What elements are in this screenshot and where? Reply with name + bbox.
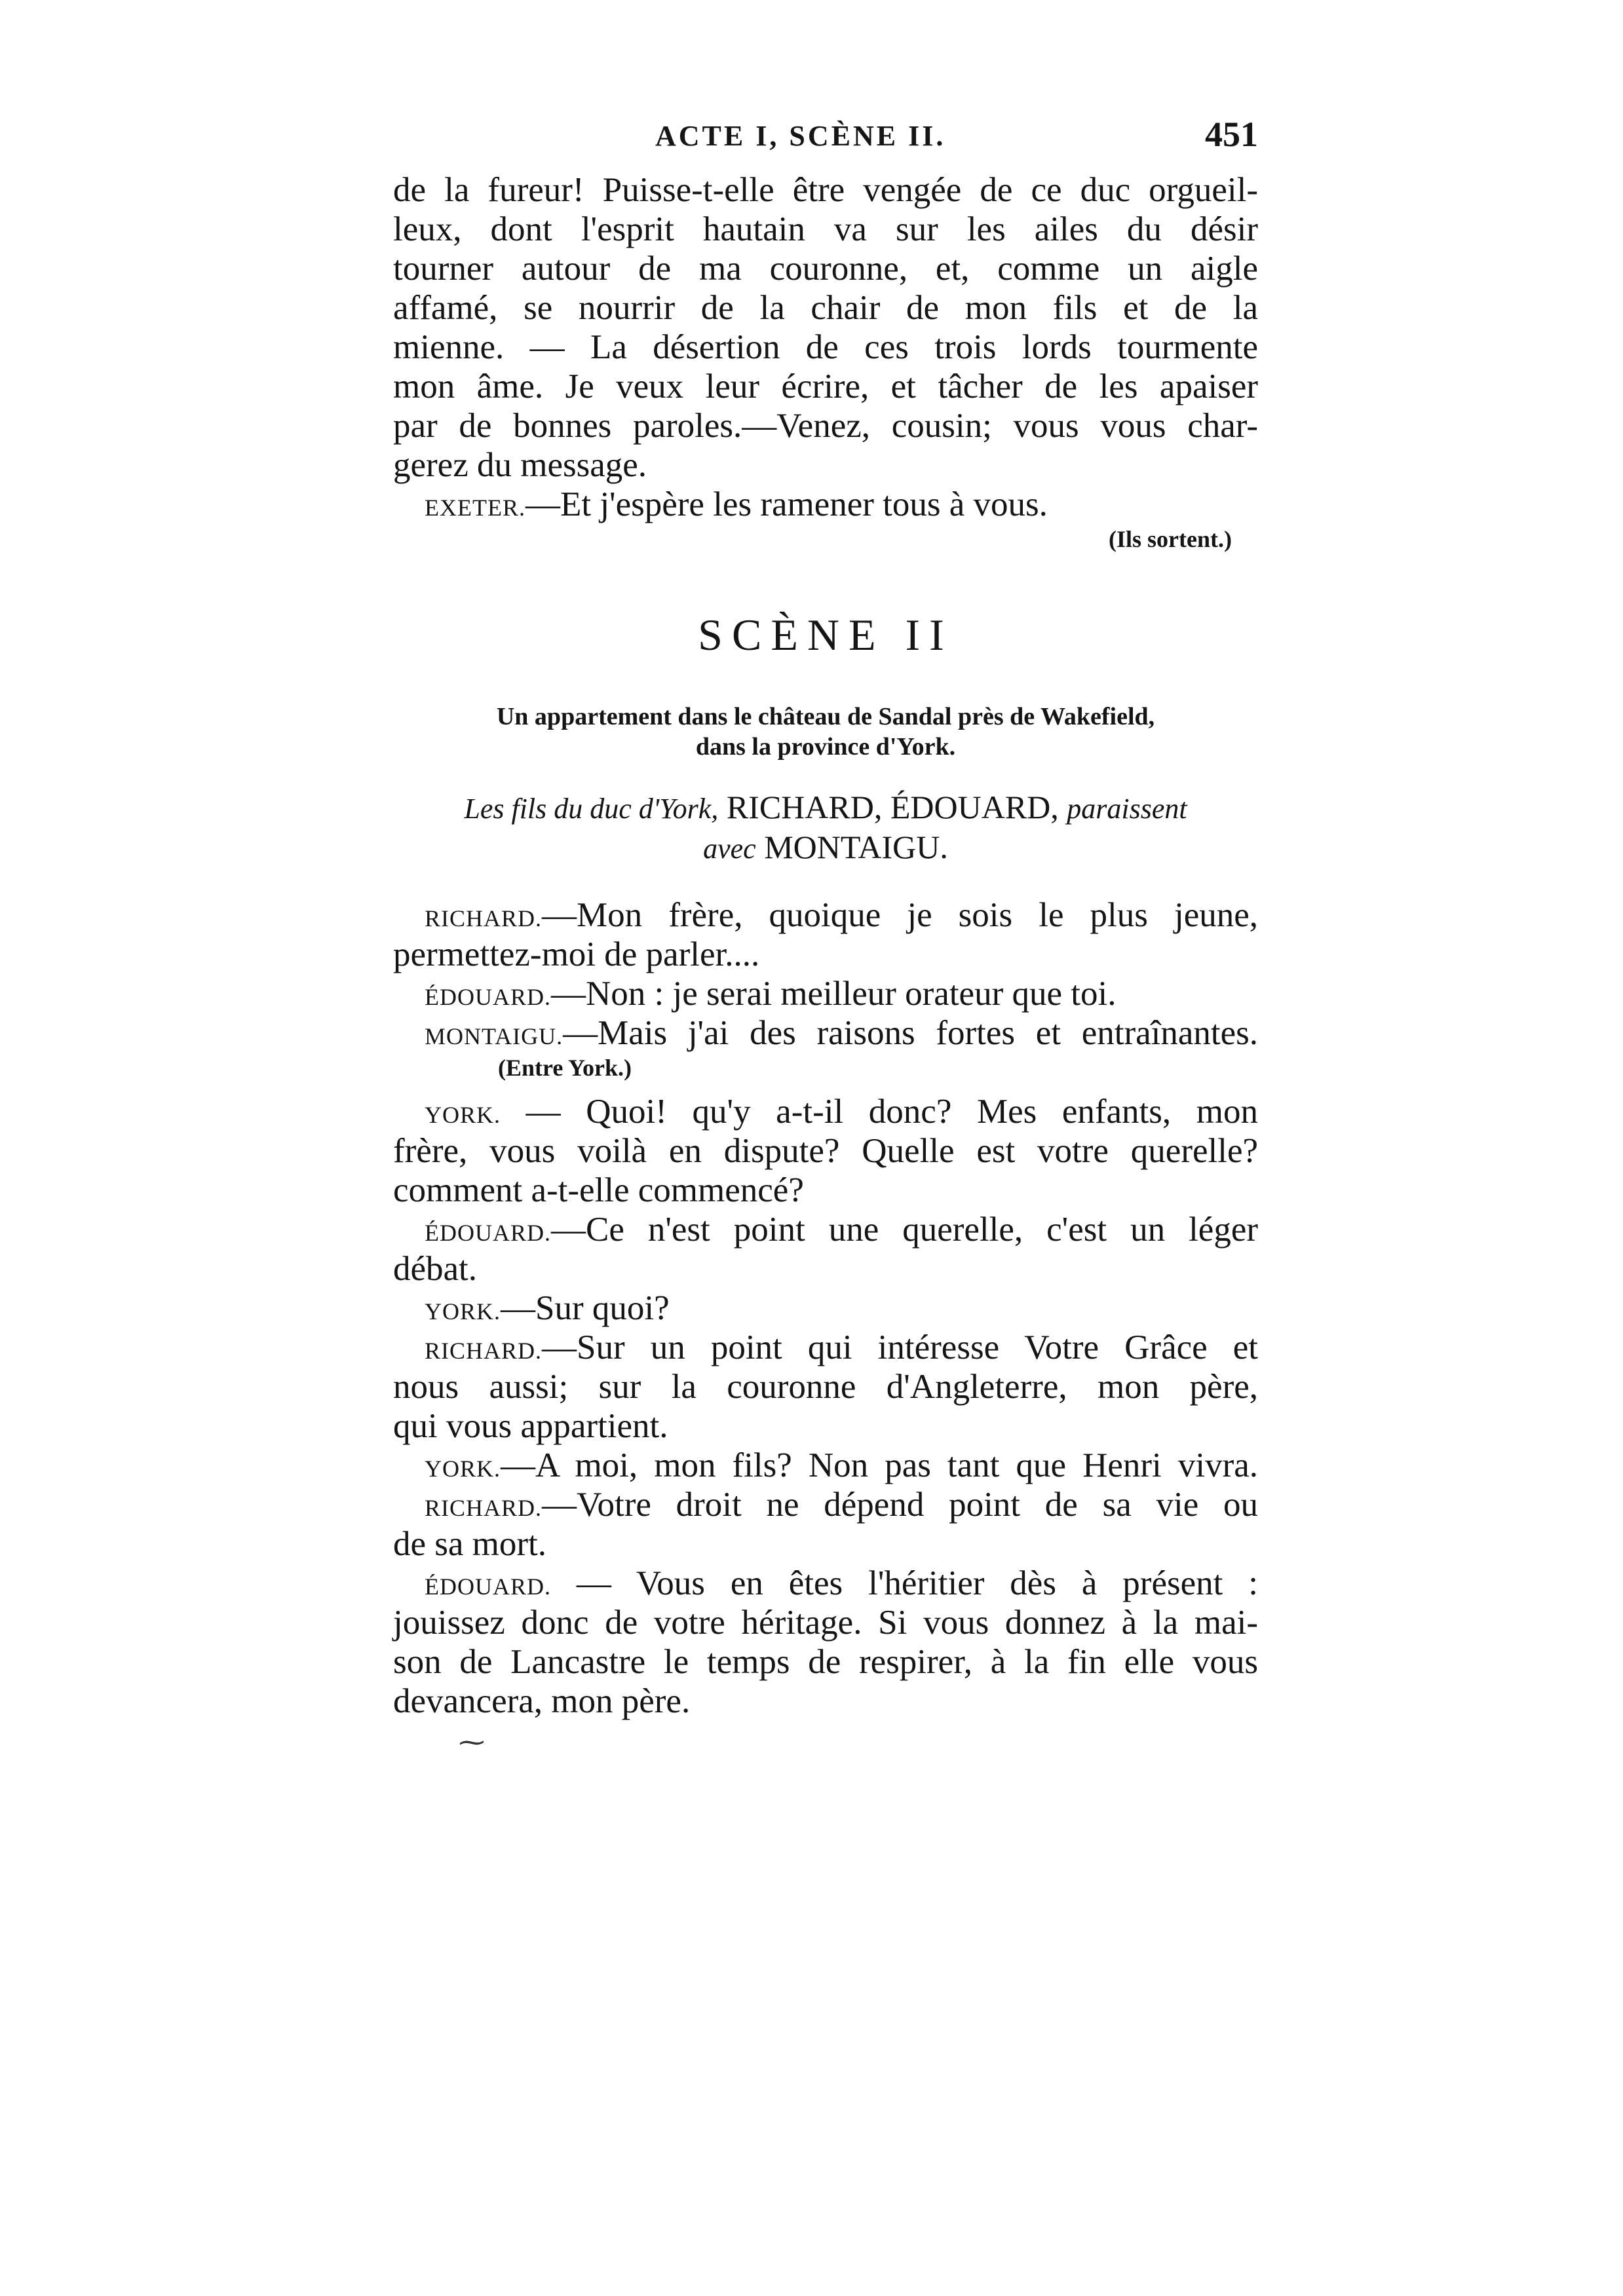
speech-line: nous aussi; sur la couronne d'Angleterre, mon père, (393, 1368, 1258, 1406)
speech-line (393, 1092, 1258, 1131)
scene-setting (393, 702, 1258, 762)
speaker-name: ÉDOUARD. (425, 984, 551, 1010)
speech-text: —Et j'espère les ramener tous à vous. (525, 485, 1048, 523)
persons-line (393, 828, 1258, 868)
persons-line (393, 788, 1258, 828)
scene-title: SCÈNE II (698, 610, 953, 660)
persons-italic: Les fils du duc d'York, (464, 793, 719, 825)
speech-text: — Quoi! qu'y a-t-il donc? Mes enfants, mon (501, 1093, 1258, 1131)
end-ornament-icon: ⁓ (459, 1727, 485, 1757)
text-line: gerez du message. (393, 446, 647, 484)
persons-italic: avec (703, 833, 756, 865)
speaker-name: RICHARD. (425, 1338, 543, 1364)
speech-line: devancera, mon père. (393, 1682, 691, 1720)
text-line: leux, dont l'esprit hautain va sur les ailes du désir (393, 210, 1258, 248)
speech-line: son de Lancastre le temps de respirer, à la fin elle vous (393, 1643, 1258, 1681)
speech-line: frère, vous voilà en dispute? Quelle est votre querelle? (393, 1132, 1258, 1170)
speech-line: qui vous appartient. (393, 1407, 668, 1445)
persons-names: RICHARD, ÉDOUARD, (718, 789, 1067, 825)
speech-line (393, 1210, 1258, 1249)
stage-direction-exit: (Ils sortent.) (1109, 526, 1232, 552)
speech-text: —Sur un point qui intéresse Votre Grâce et (542, 1328, 1258, 1366)
scene-persons (393, 788, 1258, 868)
speech-line (393, 1013, 1258, 1053)
speech-text: —Ce n'est point une querelle, c'est un léger (551, 1211, 1258, 1249)
dialogue (393, 895, 1258, 1721)
speech-line: débat. (393, 1250, 478, 1288)
speech-text: —Votre droit ne dépend point de sa vie ou (542, 1486, 1258, 1524)
speech-line (393, 1328, 1258, 1367)
text-line: affamé, se nourrir de la chair de mon fils et de la (393, 289, 1258, 327)
persons-italic: paraissent (1067, 793, 1187, 825)
book-page (393, 111, 1258, 1721)
text-line: mienne. — La désertion de ces trois lords tourmente (393, 328, 1258, 366)
speech-line (393, 1289, 1258, 1328)
speech-line (393, 1564, 1258, 1603)
speech-line (393, 1446, 1258, 1485)
speaker-name: RICHARD. (425, 905, 543, 932)
setting-line: dans la province d'York. (695, 733, 956, 761)
speech-text: —Mon frère, quoique je sois le plus jeune, (542, 896, 1258, 934)
speech-text: —Sur quoi? (501, 1289, 670, 1327)
text-line: tourner autour de ma couronne, et, comme un aigle (393, 250, 1258, 288)
speech-text: —Non : je serai meilleur orateur que toi. (551, 975, 1117, 1013)
page-number: 451 (1205, 115, 1258, 154)
speech-text: — Vous en êtes l'héritier dès à présent : (551, 1564, 1258, 1602)
speaker-name: YORK. (425, 1102, 501, 1128)
speech-line: jouissez donc de votre héritage. Si vous donnez à la mai- (393, 1604, 1258, 1642)
speaker-name: YORK. (425, 1298, 501, 1325)
persons-names: MONTAIGU. (755, 829, 948, 865)
speech-text: —Mais j'ai des raisons fortes et entraînantes. (563, 1014, 1258, 1052)
text-line: de la fureur! Puisse-t-elle être vengée de ce duc orgueil- (393, 171, 1258, 209)
speech-line: permettez-moi de parler.... (393, 935, 760, 973)
speaker-name: MONTAIGU. (425, 1023, 563, 1049)
speaker-name: EXETER. (425, 495, 525, 521)
running-title: ACTE I, SCÈNE II. (655, 120, 946, 152)
speech-line (393, 895, 1258, 935)
speaker-name: ÉDOUARD. (425, 1220, 551, 1246)
stage-direction-enter: (Entre York.) (498, 1055, 632, 1081)
exeter-speech (393, 485, 1258, 524)
setting-line: Un appartement dans le château de Sandal près de Wakefield, (496, 703, 1155, 730)
speaker-name: YORK. (425, 1456, 501, 1482)
speech-text: —A moi, mon fils? Non pas tant que Henri vivra. (501, 1446, 1258, 1484)
speech-line (393, 974, 1258, 1013)
speaker-name: RICHARD. (425, 1495, 543, 1521)
intro-paragraph (393, 170, 1258, 485)
text-line: par de bonnes paroles.—Venez, cousin; vous vous char- (393, 407, 1258, 445)
running-header (393, 111, 1258, 170)
speech-line (393, 1485, 1258, 1524)
speech-line: comment a-t-elle commencé? (393, 1171, 804, 1209)
text-line: mon âme. Je veux leur écrire, et tâcher de les apaiser (393, 367, 1258, 405)
speaker-name: ÉDOUARD. (425, 1573, 551, 1600)
speech-line: de sa mort. (393, 1525, 547, 1563)
